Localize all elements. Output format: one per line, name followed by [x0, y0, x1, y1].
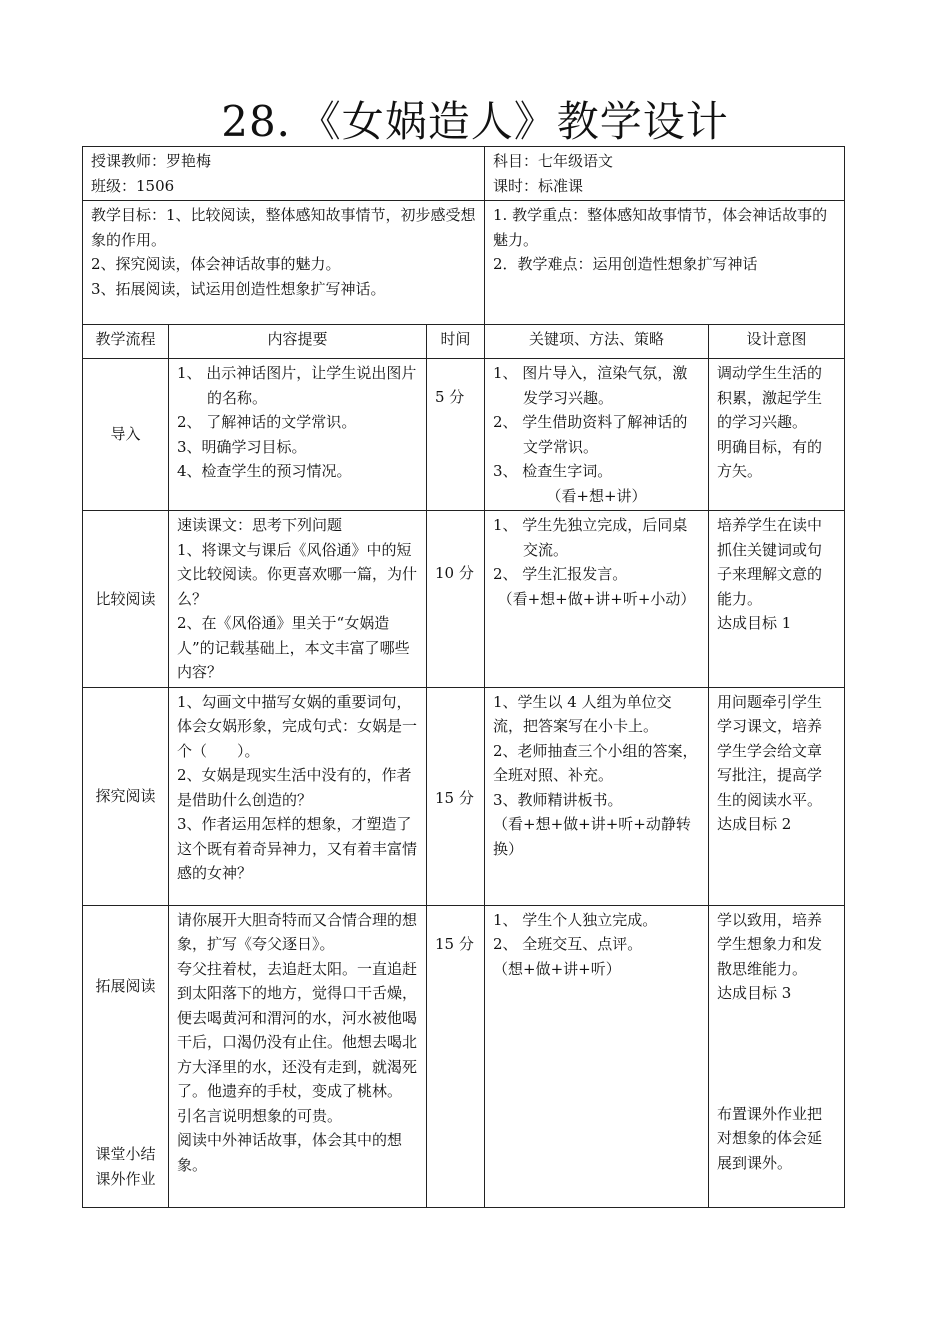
content-cell: [169, 359, 427, 511]
intent-item: 布置课外作业把对想象的体会延展到课外。: [717, 1104, 823, 1172]
method-item: 2、 学生汇报发言。: [493, 565, 628, 583]
teaching-difficulty: 2．教学难点：运用创造性想象扩写神话: [493, 255, 758, 273]
content-item: 1、将课文与课后《风俗通》中的短文比较阅读。你更喜欢哪一篇，为什么？: [177, 540, 418, 608]
methods-cell: [485, 905, 709, 1207]
intent-cell: [709, 905, 845, 1207]
content-cell: [169, 511, 427, 688]
stage-label: 导入: [83, 359, 169, 511]
content-cell: [169, 905, 427, 1207]
intent-item: 调动学生生活的积累，激起学生的学习兴趣。: [717, 364, 823, 431]
method-item: 1、 图片导入，渲染气氛，激发学习兴趣。: [493, 364, 688, 407]
header-methods: 关键项、方法、策略: [485, 325, 709, 359]
teacher-class-cell: [83, 147, 485, 201]
teaching-goals-cell: [83, 201, 485, 325]
page-title: 28．《女娲造人》教学设计: [221, 97, 729, 146]
column-header-row: [83, 325, 845, 359]
method-item: 1、 学生个人独立完成。: [493, 910, 658, 929]
method-note: （看+想+讲）: [546, 486, 647, 505]
duration: 10 分: [435, 564, 474, 582]
subject-period-cell: [485, 147, 845, 201]
content-item: 2、 了解神话的文学常识。: [177, 413, 357, 431]
content-item: 请你展开大胆奇特而又合情合理的想象，扩写《夸父逐日》。: [177, 910, 418, 953]
time-cell: [427, 687, 485, 905]
goal-item: 教学目标：1、比较阅读，整体感知故事情节，初步感受想象的作用。: [91, 206, 476, 249]
table-row: [83, 359, 845, 511]
table-row: [83, 511, 845, 688]
method-item: 1、 学生先独立完成，后同桌交流。: [493, 516, 688, 559]
intent-item: 用问题牵引学生学习课文，培养学生学会给文章写批注，提高学生的阅读水平。: [717, 692, 823, 809]
methods-cell: [485, 687, 709, 905]
content-item: 夸父拄着杖，去追赶太阳。一直追赶到太阳落下的地方，觉得口干舌燥，便去喝黄河和渭河的水，河水被他喝干后，口渴仍没有止住。他想去喝北方大泽里的水，还没有走到，就渴死了。他遗弃的手杖，变成了桃林。: [177, 959, 418, 1100]
intent-item: 学以致用，培养学生想象力和发散思维能力。: [717, 910, 823, 978]
intent-item: 培养学生在读中抓住关键词或句子来理解文意的能力。: [717, 516, 823, 608]
intent-item: 达成目标 3: [717, 984, 792, 1002]
intent-cell: [709, 687, 845, 905]
duration: 5 分: [435, 388, 465, 406]
intent-cell: [709, 511, 845, 688]
goal-item: 2、探究阅读，体会神话故事的魅力。: [91, 255, 341, 273]
header-time: 时间: [427, 325, 485, 359]
intent-cell: [709, 359, 845, 511]
intent-item: 达成目标 1: [717, 614, 792, 632]
stage-label: 课外作业: [95, 1169, 156, 1188]
focus-difficulty-cell: [485, 201, 845, 325]
header-flow: 教学流程: [83, 325, 169, 359]
method-item: 2、 学生借助资料了解神话的文学常识。: [493, 413, 688, 456]
content-item: 3、明确学习目标。: [177, 437, 307, 456]
table-row: [83, 687, 845, 905]
content-item: 1、 出示神话图片，让学生说出图片的名称。: [177, 364, 417, 407]
header-content: 内容提要: [169, 325, 427, 359]
time-cell: [427, 359, 485, 511]
duration: 15 分: [435, 934, 474, 953]
teaching-focus: 1. 教学重点：整体感知故事情节，体会神话故事的魅力。: [493, 206, 828, 249]
content-item: 2、在《风俗通》里关于“女娲造人”的记载基础上，本文丰富了哪些内容？: [177, 614, 410, 681]
method-note: （想+做+讲+听）: [493, 959, 621, 978]
method-item: 3、 检查生字词。: [493, 462, 613, 480]
method-item: 1、学生以 4 人组为单位交流，把答案写在小卡上。: [493, 692, 672, 735]
class-number: 班级：1506: [91, 176, 175, 195]
teacher-name: 授课教师：罗艳梅: [91, 152, 212, 170]
time-cell: [427, 905, 485, 1207]
stage-label: 课堂小结: [95, 1145, 156, 1163]
objectives-row: [83, 201, 845, 325]
intent-item: 达成目标 2: [717, 815, 792, 833]
duration: 15 分: [435, 788, 474, 807]
intent-item: 明确目标，有的方矢。: [717, 437, 823, 480]
content-item: 速读课文：思考下列问题: [177, 516, 343, 534]
table-row: [83, 905, 845, 1207]
goal-item: 3、拓展阅读，试运用创造性想象扩写神话。: [91, 279, 386, 298]
stage-label: 探究阅读: [83, 687, 169, 905]
info-row: [83, 147, 845, 201]
method-item: 2、 全班交互、点评。: [493, 935, 643, 953]
lesson-plan-table: [82, 146, 845, 1208]
stage-label: 拓展阅读: [95, 976, 156, 995]
method-item: 3、教师精讲板书。: [493, 790, 623, 809]
time-cell: [427, 511, 485, 688]
stage-label: 比较阅读: [83, 511, 169, 688]
method-note: （看+想+做+讲+听+小动）: [497, 589, 696, 608]
content-item: 2、女娲是现实生活中没有的，作者是借助什么创造的？: [177, 766, 412, 809]
content-cell: [169, 687, 427, 905]
methods-cell: [485, 511, 709, 688]
content-item: 4、检查学生的预习情况。: [177, 462, 352, 480]
header-intent: 设计意图: [709, 325, 845, 359]
methods-cell: [485, 359, 709, 511]
content-item: 引名言说明想象的可贵。: [177, 1106, 343, 1125]
method-item: 2、老师抽查三个小组的答案，全班对照、补充。: [493, 741, 698, 784]
method-note: （看+想+做+讲+听+动静转换）: [493, 815, 691, 858]
lesson-period: 课时：标准课: [493, 176, 584, 195]
content-item: 阅读中外神话故事，体会其中的想象。: [177, 1131, 403, 1174]
subject: 科目：七年级语文: [493, 152, 614, 170]
stage-label-cell: [83, 905, 169, 1207]
content-item: 1、勾画文中描写女娲的重要词句，体会女娲形象，完成句式：女娲是一个（ ）。: [177, 692, 418, 760]
content-item: 3、作者运用怎样的想象，才塑造了这个既有着奇异神力，又有着丰富情感的女神？: [177, 815, 418, 882]
